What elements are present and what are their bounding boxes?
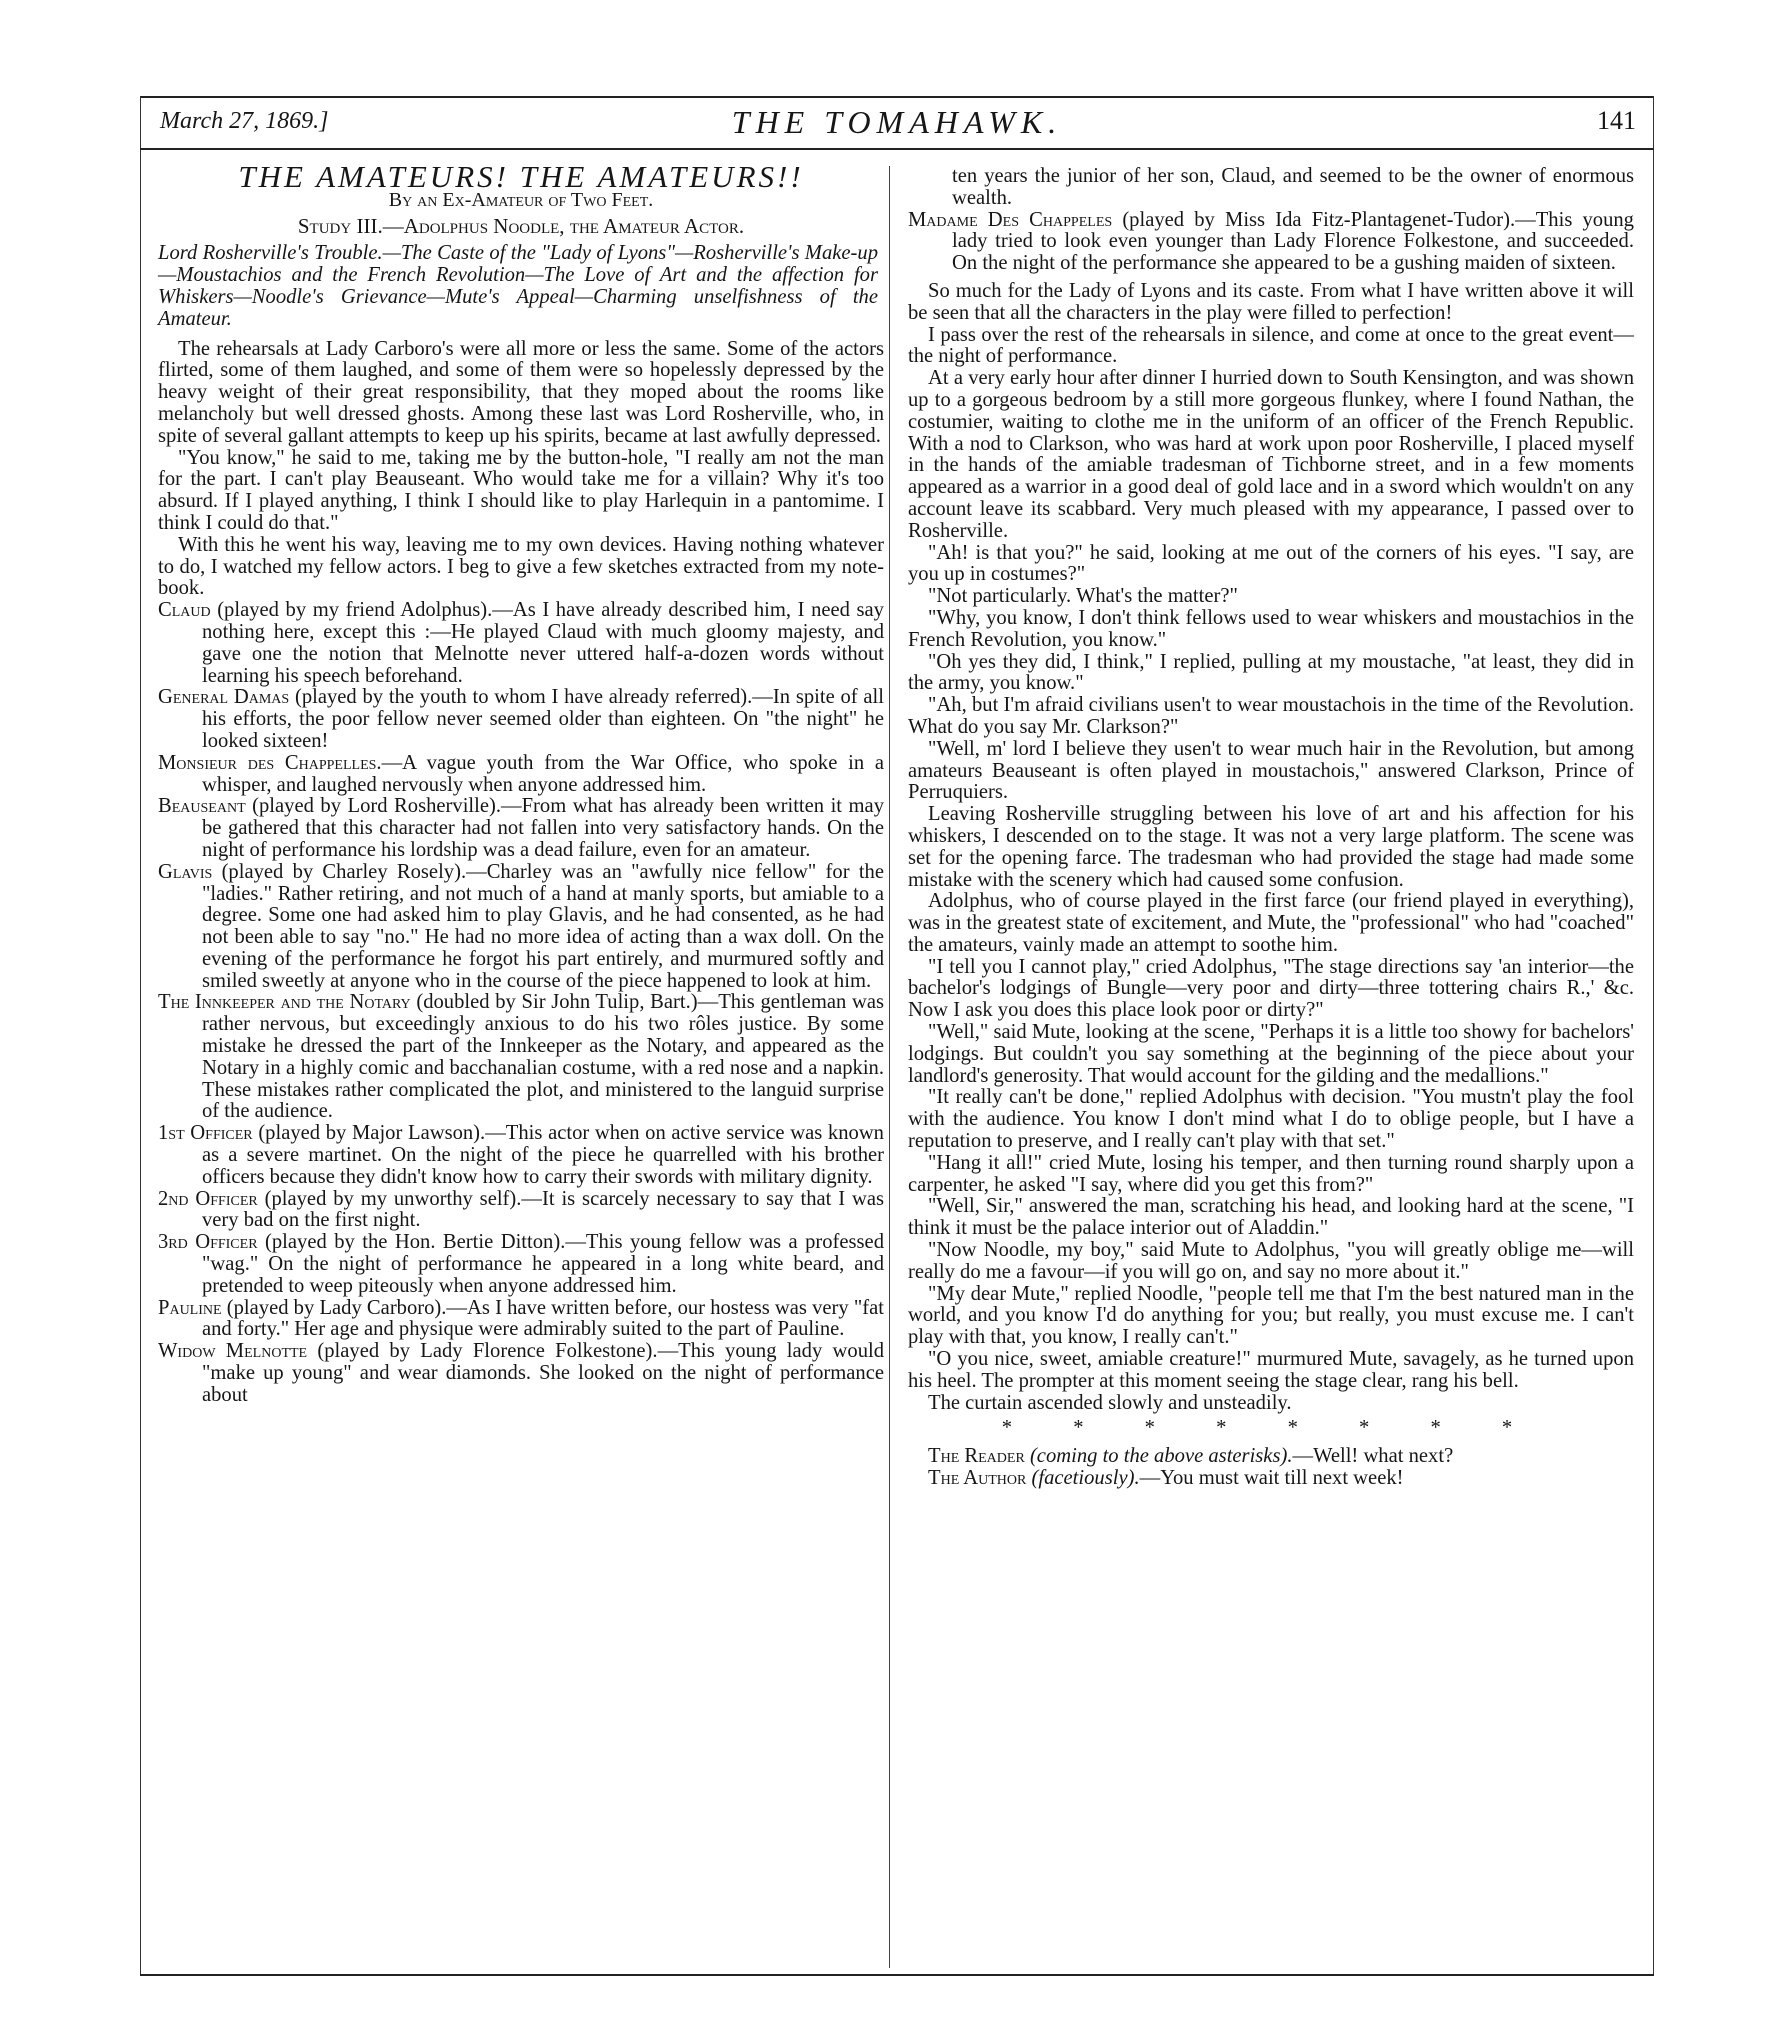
column-divider: [889, 166, 890, 1968]
paragraph: With this he went his way, leaving me to my own devices. Having nothing whatever to do, I watched my fellow actors. I beg to give a few sketches extracted from my note-book.: [158, 533, 884, 600]
cast-entry-name: Glavis: [158, 860, 213, 883]
page-number: 141: [1597, 106, 1636, 135]
paragraph: The rehearsals at Lady Carboro's were all more or less the same. Some of the actors flirted, some of them laughed, and some of them were so hopelessly depressed by the heavy weight of their great responsibility, that they moped about the rooms like melancholy but well dressed ghosts. Among these last was Lord Rosherville, who, in spite of several gallant attempts to keep up his spirits, became at last awfully depressed.: [158, 337, 884, 447]
cast-entry: [158, 1189, 884, 1233]
paragraph: "Now Noodle, my boy," said Mute to Adolphus, "you will greatly oblige me—will really do me a favour—if you will go on, and say no more about it.": [908, 1239, 1634, 1283]
cast-entry: [158, 862, 884, 993]
cast-entry: [158, 1298, 884, 1342]
reader-stage-direction: (coming to the above asterisks).: [1029, 1445, 1293, 1468]
paragraph: "Not particularly. What's the matter?": [928, 585, 1238, 608]
cast-entry: [158, 600, 884, 687]
cast-entry-name: 3rd Officer: [158, 1231, 258, 1254]
newspaper-page: [140, 96, 1654, 1976]
reader-line: [908, 1446, 1634, 1468]
paragraph: Leaving Rosherville struggling between his love of art and his affection for his whiskers, I descended on to the stage. It was not a very large platform. The scene was set for the opening farce. The tradesman who had provided the stage had made some mistake with the scenery which had caused some confusion.: [908, 803, 1634, 891]
cast-entry-continuation: [908, 166, 1634, 210]
left-border: [140, 96, 141, 1976]
paragraph: "Hang it all!" cried Mute, losing his temper, and then turning round sharply upon a carpenter, he asked "I say, where did you get this from?": [908, 1151, 1634, 1196]
cast-entry: [158, 1341, 884, 1406]
cast-entry-text: —A vague youth from the War Office, who spoke in a whisper, and laughed nervously when anyone addressed him.: [202, 751, 884, 796]
masthead: [150, 104, 1644, 144]
cast-entry: [158, 1123, 884, 1188]
continuation-text: ten years the junior of her son, Claud, and seemed to be the owner of enormous wealth.: [952, 165, 1634, 209]
cast-entry-name: The Innkeeper and the Notary: [158, 991, 411, 1014]
cast-entry-name: Widow Melnotte: [158, 1340, 308, 1363]
issue-date: March 27, 1869.]: [160, 108, 329, 134]
cast-entry: [158, 753, 884, 797]
article-title: THE AMATEURS! THE AMATEURS!!: [238, 159, 804, 194]
cast-entry-name: Pauline: [158, 1296, 222, 1319]
reader-text: —Well! what next?: [1292, 1445, 1454, 1468]
cast-entry-text: (played by Lady Florence Folkestone).—This young lady would "make up young" and wear diamonds. She looked on the night of performance about: [202, 1340, 885, 1406]
paper-title: THE TOMAHAWK.: [731, 104, 1063, 140]
cast-entry-text: (played by Charley Rosely).—Charley was an "awfully nice fellow" for the "ladies." Rather retiring, and not much of a hand at manly sports, but amiable to a degree. Some one had asked him to play Glavis, and he had consented, as he had not been able to say "no." He had no more idea of acting than a wax doll. On the evening of the performance he forgot his part entirely, and murmured softly and smiled sweetly at anyone who in the course of the piece happened to look at him.: [202, 860, 884, 992]
paragraph: "Why, you know, I don't think fellows used to wear whiskers and moustachios in the French Revolution, you know.": [908, 606, 1634, 651]
cast-entry-text: (played by my friend Adolphus).—As I have already described him, I need say nothing here, except this :—He played Claud with much gloomy majesty, and gave one the notion that Melnotte never uttered half-a-dozen words without learning his speech beforehand.: [202, 599, 884, 687]
bottom-rule: [140, 1974, 1654, 1976]
author-stage-direction: (facetiously).: [1031, 1467, 1140, 1490]
cast-entry: [158, 1232, 884, 1297]
paragraph: "It really can't be done," replied Adolphus with decision. "You mustn't play the fool with the audience. You know I don't mind what I do to oblige people, but I have a reputation to preserve, and I really can't play with that set.": [908, 1086, 1634, 1153]
paragraph: The curtain ascended slowly and unsteadily.: [928, 1391, 1292, 1414]
right-border: [1653, 96, 1654, 1976]
cast-entry-text: (doubled by Sir John Tulip, Bart.)—This gentleman was rather nervous, but exceedingly anxious to do his two rôles justice. By some mistake he dressed the part of the Innkeeper as the Notary, and appeared as the Notary in a highly comic and bacchanalian costume, with a red nose and a napkin. These mistakes rather complicated the plot, and ministered to the languid surprise of the audience.: [202, 991, 884, 1123]
cast-entry-name: Beauseant: [158, 795, 246, 818]
cast-entry-name: Madame Des Chappeles: [908, 208, 1113, 231]
asterisk-break: * * * * * * * *: [1001, 1417, 1541, 1440]
cast-entry-name: 1st Officer: [158, 1122, 253, 1145]
paragraph: So much for the Lady of Lyons and its caste. From what I have written above it will be seen that all the characters in the play were filled to perfection!: [908, 279, 1634, 324]
paragraph: "O you nice, sweet, amiable creature!" murmured Mute, savagely, as he turned upon his heel. The prompter at this moment seeing the stage clear, rang his bell.: [908, 1348, 1634, 1392]
header-rule: [140, 148, 1654, 150]
right-column: [908, 166, 1634, 1490]
article-study-heading: Study III.—Adolphus Noodle, the Amateur Actor.: [297, 213, 745, 238]
paragraph: "You know," he said to me, taking me by the button-hole, "I really am not the man for the part. I can't play Beauseant. Who would take me for a villain? Why it's too absurd. If I played anything, I think I should like to play Harlequin in a pantomime. I think I could do that.": [158, 446, 884, 534]
cast-entry-text: (played by Major Lawson).—This actor when on active service was known as a severe martinet. On the night of the piece he quarrelled with his brother officers because they didn't know how to carry their swords with military dignity.: [202, 1122, 884, 1188]
author-label: The Author: [928, 1467, 1027, 1490]
article-byline: By an Ex-Amateur of Two Feet.: [388, 188, 654, 211]
author-text: —You must wait till next week!: [1139, 1467, 1404, 1490]
cast-entry-text: (played by Lord Rosherville).—From what has already been written it may be gathered that this character had not fallen into very satisfactory hands. On the night of performance his lordship was a dead failure, even for an amateur.: [202, 795, 884, 861]
author-line: [908, 1468, 1634, 1490]
paragraph: "I tell you I cannot play," cried Adolphus, "The stage directions say 'an interior—the bachelor's lodgings of Bungle—very poor and dirty—three tottering chairs R.,' &c. Now I ask you does this place look poor or dirty?": [908, 955, 1634, 1022]
paragraph: "Oh yes they did, I think," I replied, pulling at my moustache, "at least, they did in the army, you know.": [908, 650, 1634, 695]
left-column: [158, 159, 885, 1407]
cast-entry-text: (played by Lady Carboro).—As I have written before, our hostess was very "fat and forty." Her age and physique were admirably suited to the part of Pauline.: [202, 1296, 884, 1341]
cast-entry: [908, 210, 1634, 275]
cast-entry-name: Claud: [158, 599, 211, 622]
reader-label: The Reader: [928, 1445, 1025, 1468]
paragraph: "Ah, but I'm afraid civilians usen't to wear moustachois in the time of the Revolution. What do you say Mr. Clarkson?": [908, 694, 1634, 738]
cast-entry: [158, 796, 884, 861]
cast-entry-text: (played by the youth to whom I have already referred).—In spite of all his efforts, the poor fellow never seemed older than eighteen. On "the night" he looked sixteen!: [202, 686, 885, 752]
paragraph: "Well, Sir," answered the man, scratching his head, and looking hard at the scene, "I think it must be the palace interior out of Aladdin.": [908, 1195, 1634, 1240]
article-summary: Lord Rosherville's Trouble.—The Caste of the "Lady of Lyons"—Rosherville's Make-up—Moustachios and the French Revolution—The Love of Art and the affection for Whiskers—Noodle's Grievance—Mute's Appeal—Charming unselfishness of the Amateur.: [158, 242, 878, 330]
paragraph: "My dear Mute," replied Noodle, "people tell me that I'm the best natured man in the world, and you know I'd do anything for you; but really, you must excuse me. I can't play with that, you know, I really can't.": [908, 1282, 1634, 1349]
paragraph: At a very early hour after dinner I hurried down to South Kensington, and was shown up to a gorgeous bedroom by a still more gorgeous flunkey, where I found Nathan, the costumier, waiting to clothe me in the uniform of an officer of the French Republic. With a nod to Clarkson, who was hard at work upon poor Rosherville, I placed myself in the hands of the amiable tradesman of Tichborne street, and in a few moments appeared as a warrior in a good deal of gold lace and in a sword which wouldn't on any account leave its scabbard. Very much pleased with my appearance, I passed over to Rosherville.: [908, 367, 1634, 542]
cast-entry-name: Monsieur des Chappelles.: [158, 751, 382, 774]
paragraph: "Well," said Mute, looking at the scene, "Perhaps it is a little too showy for bachelors' lodgings. But couldn't you say something at the beginning of the piece about your landlord's generosity. That would account for the gilding and the medallions.": [908, 1021, 1634, 1087]
cast-entry: [158, 992, 884, 1123]
paragraph: "Ah! is that you?" he said, looking at me out of the corners of his eyes. "I say, are you up in costumes?": [908, 541, 1634, 586]
cast-entry-text: (played by my unworthy self).—It is scarcely necessary to say that I was very bad on the first night.: [202, 1187, 884, 1232]
cast-entry-name: General Damas: [158, 686, 290, 709]
paragraph: Adolphus, who of course played in the first farce (our friend played in everything), was in the greatest state of excitement, and Mute, the "professional" who had "coached" the amateurs, vainly made an attempt to soothe him.: [908, 890, 1634, 956]
paragraph: I pass over the rest of the rehearsals in silence, and come at once to the great event—the night of performance.: [908, 323, 1634, 368]
cast-entry-text: (played by the Hon. Bertie Ditton).—This young fellow was a professed "wag." On the night of performance he appeared in a long white beard, and pretended to weep piteously when anyone addressed him.: [202, 1231, 884, 1297]
paragraph: "Well, m' lord I believe they usen't to wear much hair in the Revolution, but among amateurs Beauseant is often played in moustachois," answered Clarkson, Prince of Perruquiers.: [908, 737, 1634, 804]
cast-entry-text: (played by Miss Ida Fitz-Plantagenet-Tudor).—This young lady tried to look even younger than Lady Florence Folkestone, and succeeded. On the night of the performance she appeared to be a gushing maiden of sixteen.: [952, 208, 1634, 275]
cast-entry: [158, 687, 884, 752]
cast-entry-name: 2nd Officer: [158, 1187, 258, 1210]
top-rule: [140, 96, 1654, 98]
